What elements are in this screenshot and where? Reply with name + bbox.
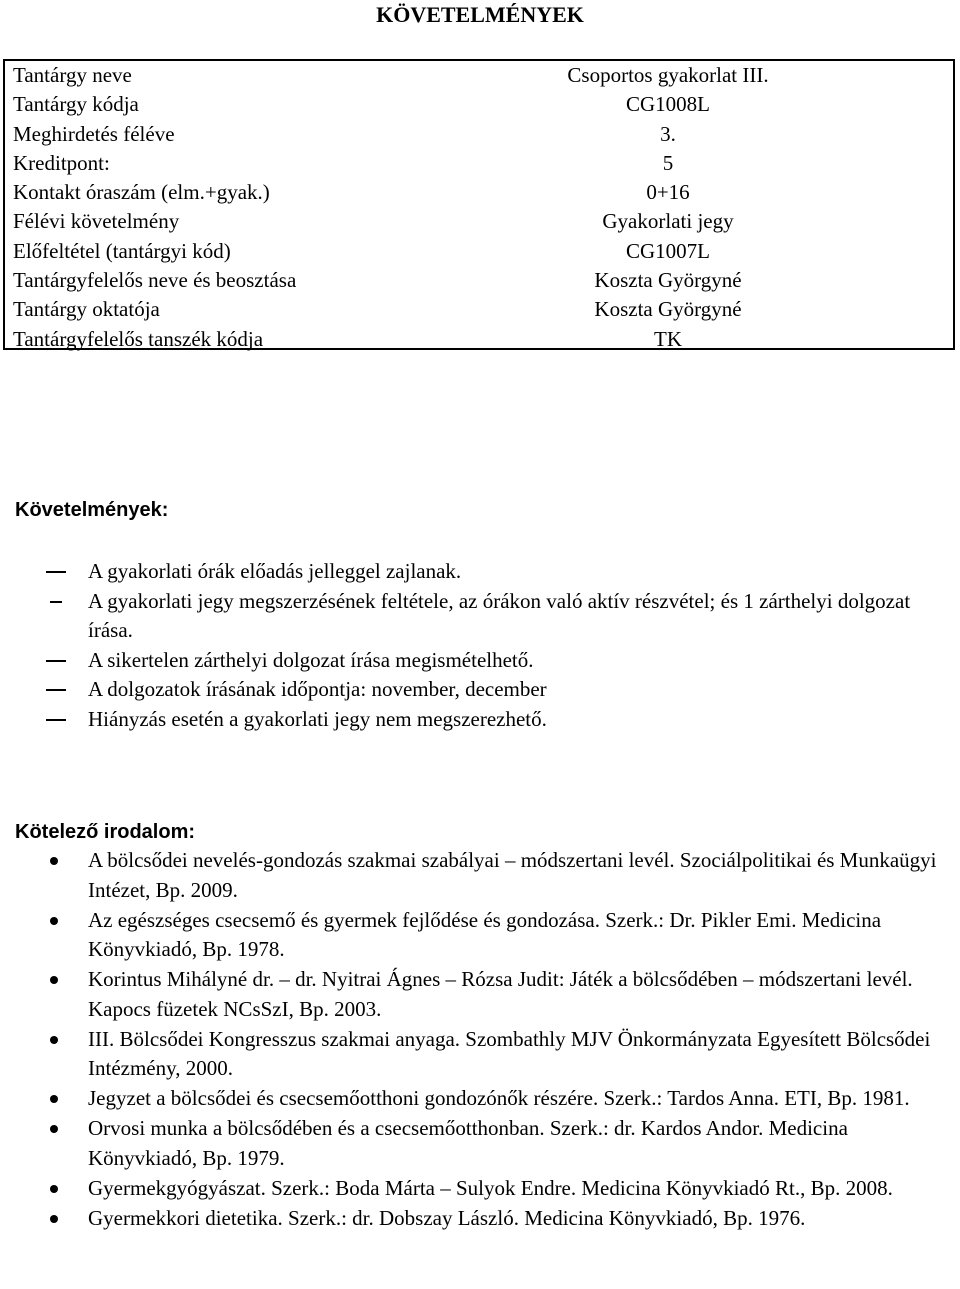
info-row-instructor xyxy=(5,295,953,324)
bullet-dot-icon xyxy=(50,857,58,865)
requirement-item xyxy=(0,675,960,705)
literature-item xyxy=(0,1204,960,1234)
info-value: Csoportos gyakorlat III. xyxy=(567,63,769,87)
info-label: Tantárgy kódja xyxy=(13,92,139,117)
bullet-dot-icon xyxy=(50,976,58,984)
literature-text: Jegyzet a bölcsődei és csecsemőotthoni gondozónők részére. Szerk.: Tardos Anna. ETI, Bp. 1981. xyxy=(88,1086,910,1110)
dash-bullet-icon xyxy=(46,689,66,691)
info-label: Tantárgyfelelős neve és beosztása xyxy=(13,268,297,293)
info-label: Kontakt óraszám (elm.+gyak.) xyxy=(13,180,270,205)
page-title: KÖVETELMÉNYEK xyxy=(376,2,584,27)
literature-text: Az egészséges csecsemő és gyermek fejlődése és gondozása. Szerk.: Dr. Pikler Emi. Medicina Könyvkiadó, Bp. 1978. xyxy=(88,907,882,961)
requirement-item xyxy=(0,646,960,676)
bullet-dot-icon xyxy=(50,1095,58,1103)
requirement-item xyxy=(0,557,960,587)
info-row-course-code xyxy=(5,90,953,119)
bullet-dot-icon xyxy=(50,1215,58,1223)
info-value: CG1008L xyxy=(626,92,710,117)
literature-item xyxy=(0,1084,960,1114)
literature-text: A bölcsődei nevelés-gondozás szakmai szabályai – módszertani levél. Szociálpolitikai és Munkaügyi Intézet, Bp. 2009. xyxy=(88,848,937,902)
literature-item xyxy=(0,965,960,1024)
literature-heading: Kötelező irodalom: xyxy=(15,821,196,843)
info-value: 5 xyxy=(662,150,674,175)
info-value: CG1007L xyxy=(626,238,710,263)
info-value: 3. xyxy=(660,121,676,146)
info-row-semester xyxy=(5,120,953,149)
info-row-credits xyxy=(5,149,953,178)
requirement-item xyxy=(0,587,960,646)
literature-item xyxy=(0,906,960,965)
literature-item xyxy=(0,1114,960,1173)
bullet-dot-icon xyxy=(50,1036,58,1044)
dash-bullet-icon xyxy=(46,719,66,721)
info-label: Kreditpont: xyxy=(13,150,110,175)
info-row-course-name xyxy=(5,61,953,90)
dash-bullet-icon xyxy=(46,571,66,573)
literature-item xyxy=(0,1025,960,1084)
literature-item xyxy=(0,1174,960,1204)
requirement-text: Hiányzás esetén a gyakorlati jegy nem megszerezhető. xyxy=(88,706,547,731)
info-row-responsible xyxy=(5,266,953,295)
info-row-requirement xyxy=(5,207,953,236)
literature-text: Korintus Mihályné dr. – dr. Nyitrai Ágnes – Rózsa Judit: Játék a bölcsődében – módszertani levél. Kapocs füzetek NCsSzI, Bp. 2003. xyxy=(88,967,913,1021)
info-value: 0+16 xyxy=(646,180,690,205)
info-label: Tantárgy neve xyxy=(13,63,132,87)
literature-text: Gyermekgyógyászat. Szerk.: Boda Márta – Sulyok Endre. Medicina Könyvkiadó Rt., Bp. 2008. xyxy=(88,1175,893,1200)
info-row-contact-hours xyxy=(5,178,953,207)
literature-text: III. Bölcsődei Kongresszus szakmai anyaga. Szombathly MJV Önkormányzata Egyesített Bölcsődei Intézmény, 2000. xyxy=(88,1026,931,1080)
requirement-text: A gyakorlati órák előadás jelleggel zajlanak. xyxy=(88,559,462,583)
requirement-text: A dolgozatok írásának időpontja: november, december xyxy=(88,677,547,701)
requirements-list xyxy=(0,557,960,734)
dash-bullet-icon xyxy=(46,660,66,662)
info-label: Meghirdetés féléve xyxy=(13,121,175,146)
dash-bullet-icon xyxy=(50,601,62,603)
bullet-dot-icon xyxy=(50,1185,58,1193)
literature-text: Gyermekkori dietetika. Szerk.: dr. Dobszay László. Medicina Könyvkiadó, Bp. 1976. xyxy=(88,1205,806,1230)
literature-text: Orvosi munka a bölcsődében és a csecsemőotthonban. Szerk.: dr. Kardos Andor. Medicina Könyvkiadó, Bp. 1979. xyxy=(88,1116,848,1170)
info-value: TK xyxy=(654,326,682,351)
bullet-dot-icon xyxy=(50,1125,58,1133)
info-row-department xyxy=(5,325,953,354)
literature-list xyxy=(0,846,960,1234)
info-row-prerequisite xyxy=(5,237,953,266)
requirement-text: A sikertelen zárthelyi dolgozat írása megismételhető. xyxy=(88,647,534,672)
info-value: Gyakorlati jegy xyxy=(602,209,734,234)
course-info-table xyxy=(3,59,955,350)
info-value: Koszta Györgyné xyxy=(594,268,742,293)
info-label: Tantárgyfelelős tanszék kódja xyxy=(13,326,264,351)
requirements-heading: Követelmények: xyxy=(15,499,169,521)
info-label: Félévi követelmény xyxy=(13,209,180,234)
bullet-dot-icon xyxy=(50,917,58,925)
info-label: Előfeltétel (tantárgyi kód) xyxy=(13,238,231,263)
requirement-item xyxy=(0,705,960,735)
literature-item xyxy=(0,846,960,905)
requirement-text: A gyakorlati jegy megszerzésének feltétele, az órákon való aktív részvétel; és 1 zárthelyi dolgozat írása. xyxy=(88,588,911,642)
info-label: Tantárgy oktatója xyxy=(13,297,160,322)
info-value: Koszta Györgyné xyxy=(594,297,742,322)
